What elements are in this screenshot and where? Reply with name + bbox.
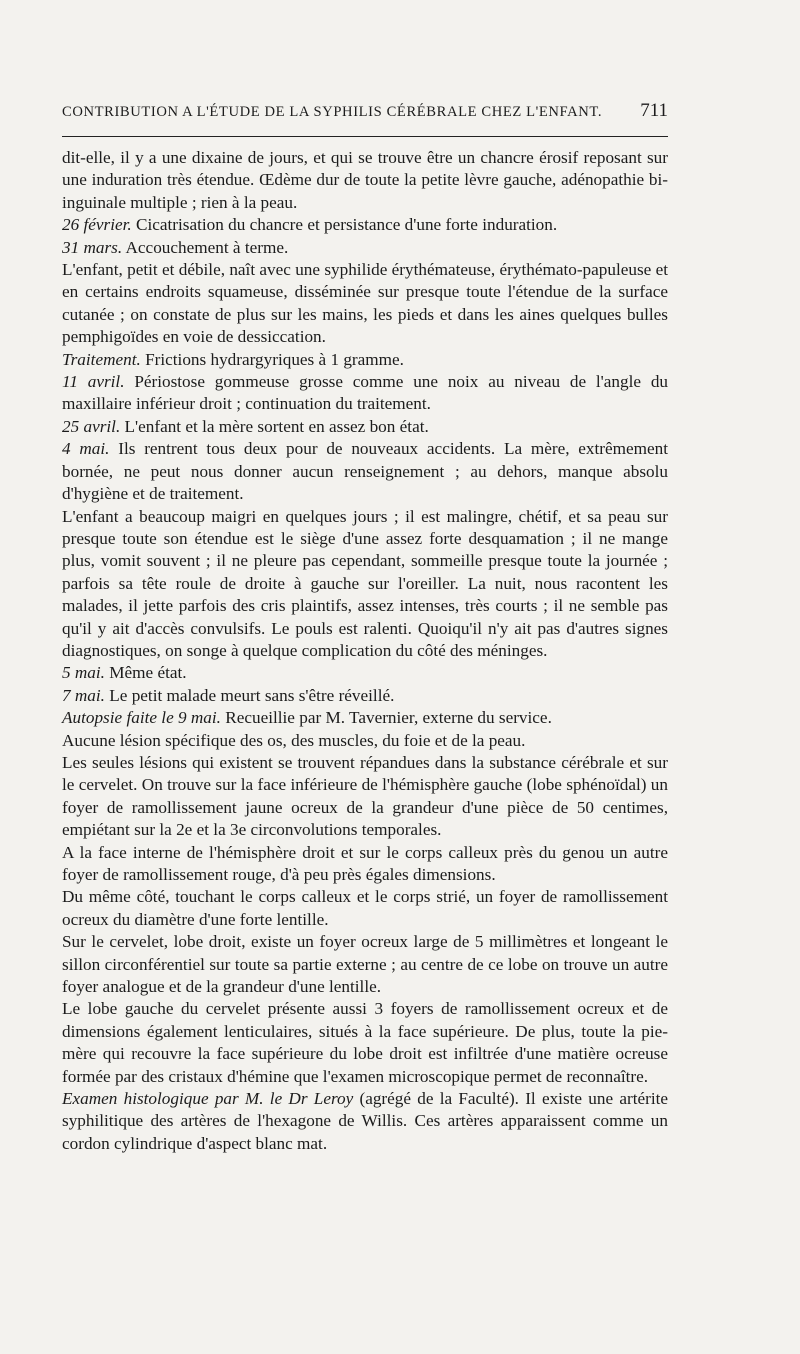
running-header [62, 100, 668, 130]
paragraph: Traitement. Frictions hydrargyriques à 1 gramme. [62, 349, 404, 369]
paragraph: Aucune lésion spécifique des os, des muscles, du foie et de la peau. [62, 730, 526, 750]
paragraph: 25 avril. L'enfant et la mère sortent en assez bon état. [62, 416, 429, 436]
paragraph: Examen histologique par M. le Dr Leroy (agrégé de la Faculté). Il existe une artérite syphilitique des artères de l'hexagone de Willis. Ces artères apparaissent comme un cordon cylindrique d'aspect blanc mat. [62, 1089, 668, 1153]
text-body [62, 147, 668, 1155]
paragraph: Du même côté, touchant le corps calleux et le corps strié, un foyer de ramollissement ocreux du diamètre d'une forte lentille. [62, 887, 668, 929]
paragraph: 11 avril. Périostose gommeuse grosse comme une noix au niveau de l'angle du maxillaire inférieur droit ; continuation du traitement. [62, 372, 669, 414]
paragraph: A la face interne de l'hémisphère droit et sur le corps calleux près du genou un autre foyer de ramollissement rouge, d'à peu près égales dimensions. [62, 842, 668, 884]
paragraph: Le lobe gauche du cervelet présente aussi 3 foyers de ramollissement ocreux et de dimensions également lenticulaires, situés à la face supérieure. De plus, toute la pie-mère qui recouvre la face supérieure du lobe droit est infiltrée d'une matière ocreuse formée par des cristaux d'hémine que l'examen microscopique permet de reconnaître. [62, 999, 668, 1086]
running-title: CONTRIBUTION A L'ÉTUDE DE LA SYPHILIS CÉRÉBRALE CHEZ L'ENFANT. [62, 104, 603, 120]
paragraph: 4 mai. Ils rentrent tous deux pour de nouveaux accidents. La mère, extrêmement bornée, ne peut nous donner aucun renseignement ; au dehors, manque absolu d'hygiène et de traitement. [62, 439, 668, 504]
paragraph: 7 mai. Le petit malade meurt sans s'être réveillé. [62, 685, 395, 705]
paragraph: Les seules lésions qui existent se trouvent répandues dans la substance cérébrale et sur le cervelet. On trouve sur la face inférieure de l'hémisphère gauche (lobe sphénoïdal) un foyer de ramollissement jaune ocreux de la grandeur d'une pièce de 50 centimes, empiétant sur la 2e et la 3e circonvolutions temporales. [62, 752, 668, 840]
page-number: 711 [640, 100, 668, 121]
paragraph: 31 mars. Accouchement à terme. [62, 237, 289, 257]
page [62, 100, 668, 1155]
paragraph: dit-elle, il y a une dixaine de jours, et qui se trouve être un chancre érosif reposant sur une induration très étendue. Œdème dur de toute la petite lèvre gauche, adénopathie bi-inguinale multiple ; rien à la peau. [62, 148, 668, 212]
paragraph: 5 mai. Même état. [62, 663, 187, 683]
paragraph: L'enfant a beaucoup maigri en quelques jours ; il est malingre, chétif, et sa peau sur presque toute son étendue est le siège d'une assez forte desquamation ; il ne mange plus, vomit souvent ; il ne pleure pas cependant, sommeille presque toute la journée ; parfois sa tête roule de droite à gauche sur l'oreiller. La nuit, nous racontent les malades, il jette parfois des cris plaintifs, assez intenses, très courts ; il ne semble pas qu'il y ait d'accès convulsifs. Le pouls est ralenti. Quoiqu'il n'y ait pas d'autres signes diagnostiques, on songe à quelque complication du côté des méninges. [62, 506, 668, 660]
paragraph: Autopsie faite le 9 mai. Recueillie par M. Tavernier, externe du service. [62, 708, 552, 728]
header-rule [62, 136, 668, 137]
paragraph: 26 février. Cicatrisation du chancre et persistance d'une forte induration. [62, 215, 558, 235]
paragraph: Sur le cervelet, lobe droit, existe un foyer ocreux large de 5 millimètres et longeant le sillon circonférentiel sur toute sa partie externe ; au centre de ce lobe on trouve un autre foyer analogue et de la grandeur d'une lentille. [62, 932, 668, 997]
paragraph: L'enfant, petit et débile, naît avec une syphilide érythémateuse, érythémato-papuleuse et en certains endroits squameuse, disséminée sur presque toute l'étendue de la surface cutanée ; on constate de plus sur les mains, les pieds et dans les aines quelques bulles pemphigoïdes en voie de dessiccation. [62, 260, 668, 347]
